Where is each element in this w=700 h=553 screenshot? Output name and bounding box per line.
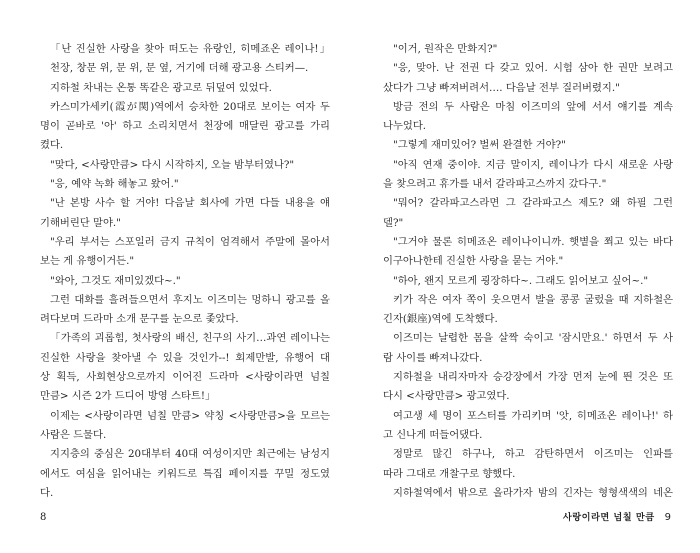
text-line: 나누었다. [383, 120, 427, 133]
text-line: "그거야 물론 히메죠온 레이나이니까. 햇볕을 쬐고 있는 바다 [393, 235, 673, 248]
text-line: 지하철 차내는 온통 똑같은 광고로 뒤덮여 있었다. [50, 81, 272, 94]
text-line: 방금 전의 두 사람은 마침 이즈미의 앞에 서서 얘기를 계속 [393, 100, 673, 113]
right-page-body [383, 40, 673, 503]
text-line: 다. [40, 486, 54, 499]
text-line: "응, 맞아. 난 전권 다 갖고 있어. 시험 삼아 한 권만 보려고 [393, 62, 673, 75]
text-line: 을 찾으려고 휴가를 내서 갈라파고스까지 갔다구." [383, 178, 607, 191]
text-line: "하아, 왠지 모르게 굉장하다~. 그래도 읽어보고 싶어~." [393, 274, 649, 287]
text-line: 지하철을 내리자마자 승강장에서 가장 먼저 눈에 띈 것은 또 [393, 371, 673, 384]
text-line: "이거, 원작은 만화지?" [393, 43, 498, 55]
text-line: 천장, 창문 위, 문 위, 문 옆, 거기에 더해 광고용 스티커—. [50, 62, 309, 75]
text-line: 이구아나한테 진실한 사랑을 묻는 거야." [383, 255, 564, 268]
text-line: 상 획득, 사회현상으로까지 이어진 드라마 <사랑이라면 넘칠 [40, 371, 330, 384]
text-line: 진실한 사랑을 찾아낼 수 있을 것인가--! 회제만발, 유행어 대 [40, 351, 330, 364]
text-line: 지하철역에서 밖으로 올라가자 밤의 긴자는 형형색색의 네온 [393, 486, 673, 499]
text-line: 델?" [383, 216, 404, 229]
text-line: 「난 진실한 사랑을 찾아 떠도는 유랑인, 히메죠온 레이나!」 [50, 43, 330, 55]
text-line: "아직 연재 중이야. 지금 말이지, 레이나가 다시 새로운 사랑 [393, 158, 673, 171]
text-line: 이제는 <사랑이라면 넘칠 만큼> 약칭 <사랑만큼>을 모르는 [50, 409, 330, 422]
text-line: 에서도 여심을 읽어내는 키워드로 특집 페이지를 꾸밀 정도였 [40, 467, 330, 480]
left-page-body [40, 40, 330, 503]
text-line: 켰다. [40, 139, 64, 152]
text-line: 기해버린단 말야." [40, 216, 121, 229]
text-line: 카스미가세키(霞が関)역에서 승차한 20대로 보이는 여자 두 [50, 100, 330, 113]
right-page-number: 9 [664, 512, 671, 523]
text-line: 이즈미는 날렵한 몸을 살짝 숙이고 '잠시만요.' 하면서 두 사 [393, 332, 673, 345]
text-line: 여고생 세 명이 포스터를 가리키며 '앗, 히메죠온 레이나!' 하 [393, 409, 673, 422]
text-line: "와아, 그것도 재미있겠다~." [50, 274, 181, 287]
text-line: 사람은 드물다. [40, 428, 107, 441]
text-line: 지지층의 중심은 20대부터 40대 여성이지만 최근에는 남성지 [50, 448, 330, 461]
text-line: 려다보며 드라마 소개 문구를 눈으로 좇았다. [40, 313, 239, 326]
text-line: 만큼> 시즌 2가 드디어 방영 스타트!」 [40, 390, 216, 403]
text-line: "난 본방 사수 할 거야! 다음날 회사에 가면 다들 내용을 얘 [50, 197, 330, 210]
text-line: 보는 게 유행이거든." [40, 255, 135, 268]
text-line: 「가족의 괴롭힘, 첫사랑의 배신, 친구의 사기…과연 레이나는 [50, 332, 330, 345]
text-line: "그렇게 재미있어? 벌써 완결한 거야?" [393, 139, 566, 152]
text-line: 정말로 많긴 하구나, 하고 감탄하면서 이즈미는 인파를 [393, 448, 673, 461]
text-line: 다시 <사랑만큼> 광고였다. [383, 390, 510, 403]
text-line: 명이 곧바로 '아' 하고 소리치면서 천장에 매달린 광고를 가리 [40, 120, 330, 133]
right-page-footer [563, 511, 671, 525]
text-line: 람 사이를 빠져나갔다. [383, 351, 483, 364]
text-line: "맞다, <사랑만큼> 다시 시작하지, 오늘 밤부터였나?" [50, 158, 295, 171]
text-line: "뭐어? 갈라파고스라면 그 갈라파고스 제도? 왜 하필 그런 [393, 197, 673, 210]
text-line: 샀다가 그냥 빠져버려서…. 다음날 전부 질러버렸지." [383, 81, 620, 94]
text-line: 고 신나게 떠들어댔다. [383, 428, 483, 441]
text-line: 긴자(銀座)역에 도착했다. [383, 313, 498, 326]
text-line: 그런 대화를 흘려들으면서 후지노 이즈미는 멍하니 광고를 올 [50, 293, 330, 306]
left-page-number: 8 [40, 512, 47, 523]
text-line: 따라 그대로 개찰구로 향했다. [383, 467, 516, 480]
text-line: 키가 작은 여자 쪽이 웃으면서 발을 콩콩 굴렀을 때 지하철은 [393, 293, 673, 306]
text-line: "응, 예약 녹화 해놓고 왔어." [50, 178, 179, 191]
running-title: 사랑이라면 넘칠 만큼 [562, 512, 655, 523]
text-line: "우리 부서는 스포일러 금지 규칙이 엄격해서 주말에 몰아서 [50, 235, 330, 248]
